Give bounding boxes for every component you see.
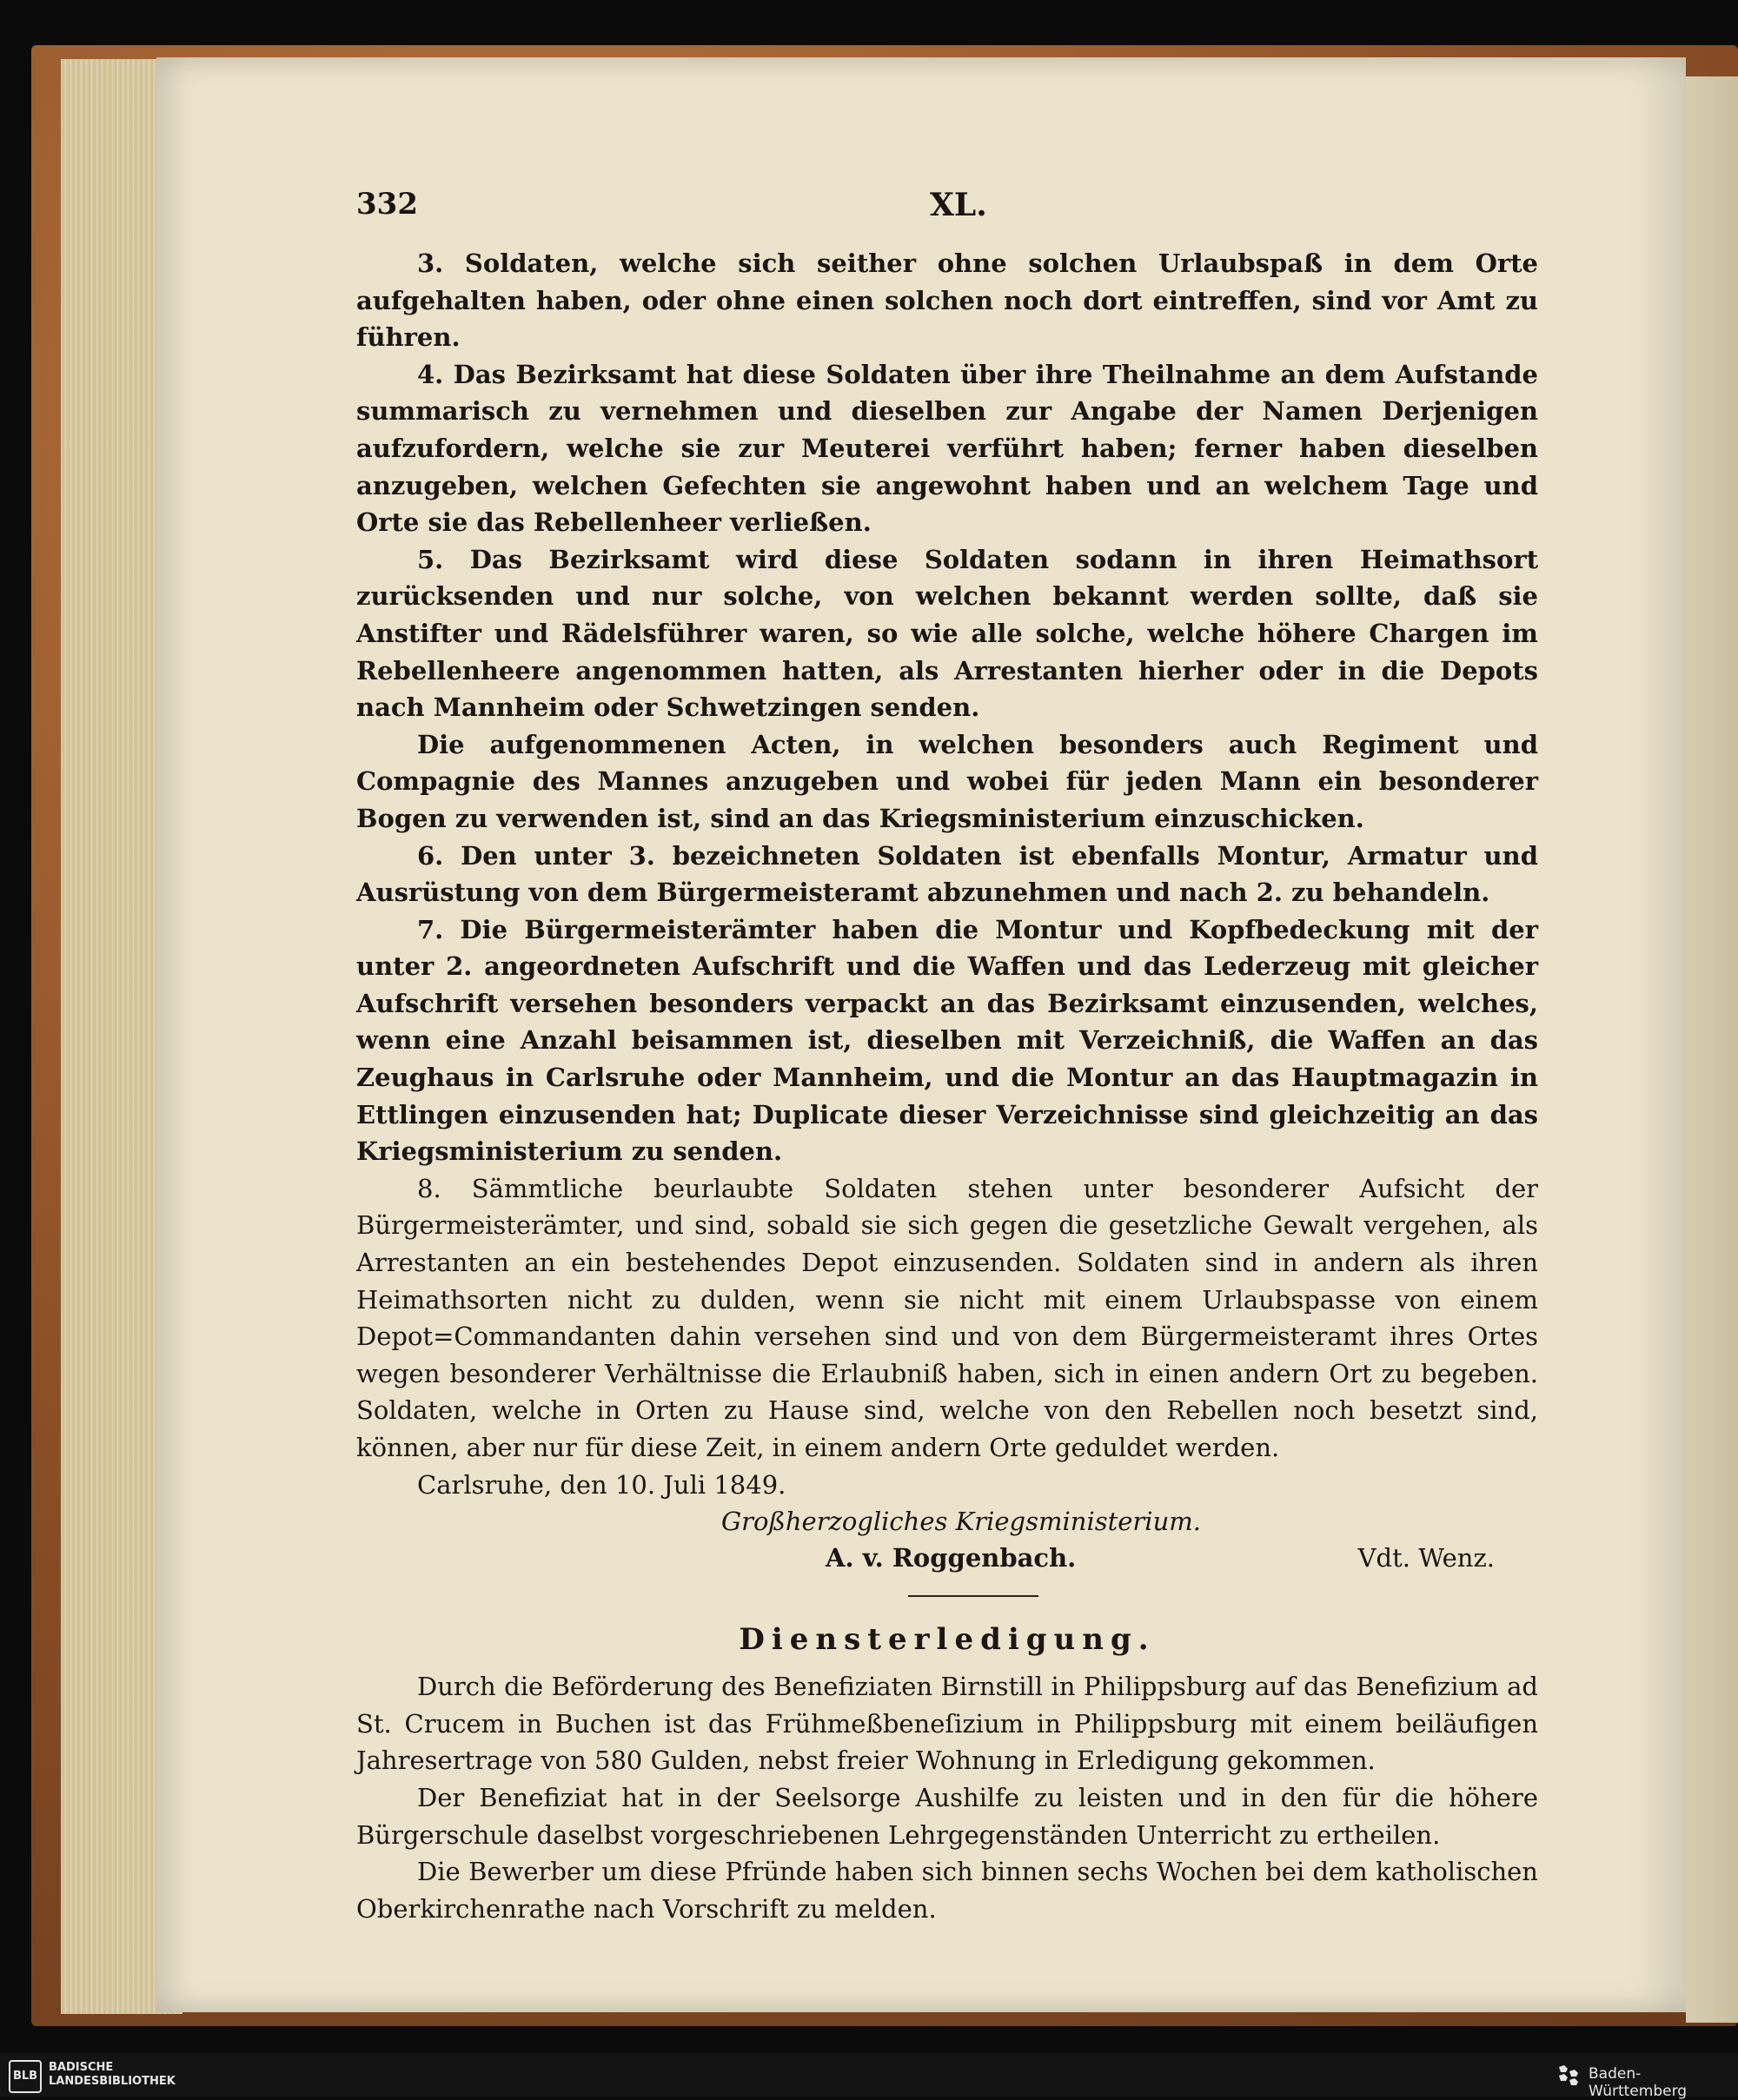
next-page-edge bbox=[1686, 76, 1738, 2023]
section-number: XL. bbox=[930, 187, 987, 223]
paragraph-5: 5. Das Bezirksamt wird diese Soldaten sodann in ihren Heimathsort zurücksenden und nur solche, von welchen bekannt werden sollte, daß sie Anstifter und Rädelsführer waren, so wie alle solche, welche höhere Chargen im Rebellenheere angenommen hatten, als Arrestanten hierher oder in die Depots nach Mannheim oder Schwetzingen senden. bbox=[356, 544, 1538, 723]
state-lion-icon bbox=[1556, 2062, 1582, 2088]
library-line-2: LANDESBIBLIOTHEK bbox=[49, 2075, 176, 2088]
section-heading: Diensterledigung. bbox=[739, 1622, 1156, 1658]
paragraph-6: 6. Den unter 3. bezeichneten Soldaten ist ebenfalls Montur, Armatur und Ausrüstung von dem Bürgermeisteramt abzunehmen und nach 2. zu behandeln. bbox=[356, 840, 1538, 908]
paragraph-8: 8. Sämmtliche beurlaubte Soldaten stehen unter besonderer Aufsicht der Bürgermeisterämter, und sind, sobald sie sich gegen die gesetzliche Gewalt vergehen, als Arrestanten an ein bestehendes Depot einzusenden. Soldaten sind in andern als ihren Heimathsorten nicht zu dulden, wenn sie nicht mit einem Urlaubspasse von einem Depot=Commandanten dahin versehen sind und von dem Bürgermeisteramt ihres Ortes wegen besonderer Verhältnisse die Erlaubniß haben, sich in einen andern Ort zu begeben. Soldaten, welche in Orten zu Hause sind, welche von den Rebellen noch besetzt sind, können, aber nur für diese Zeit, in einem andern Orte geduldet werden. bbox=[356, 1173, 1538, 1462]
page-number: 332 bbox=[356, 187, 418, 222]
vacancy-paragraph-3: Die Bewerber um diese Pfründe haben sich binnen sechs Wochen bei dem katholischen Oberkirchenrathe nach Vorschrift zu melden. bbox=[356, 1857, 1538, 1924]
section-divider bbox=[908, 1595, 1038, 1597]
state-name[interactable]: Baden-Württemberg bbox=[1589, 2065, 1688, 2100]
ministry-name: Großherzogliches Kriegsministerium. bbox=[721, 1507, 1201, 1537]
vacancy-paragraph-2: Der Benefiziat hat in der Seelsorge Aushilfe zu leisten und in den für die höhere Bürgerschule daselbst vorgeschriebenen Lehrgegenständen Unterricht zu ertheilen. bbox=[356, 1782, 1538, 1850]
paragraph-4: 4. Das Bezirksamt hat diese Soldaten über ihre Theilnahme an dem Aufstande summarisch zu vernehmen und dieselben zur Angabe der Namen Derjenigen aufzufordern, welche sie zur Meuterei verführt haben; ferner haben dieselben anzugeben, welchen Gefechten sie angewohnt haben und an welchem Tage und Orte sie das Rebellenheer verließen. bbox=[356, 359, 1538, 538]
page-header bbox=[356, 187, 1538, 230]
main-text bbox=[356, 245, 1538, 1927]
paragraph-3: 3. Soldaten, welche sich seither ohne solchen Urlaubspaß in dem Orte aufgehalten haben, oder ohne einen solchen noch dort eintreffen, sind vor Amt zu führen. bbox=[356, 248, 1538, 353]
signature-block bbox=[356, 1503, 1538, 1614]
paragraph-acts: Die aufgenommenen Acten, in welchen besonders auch Regiment und Compagnie des Mannes anzugeben und wobei für jeden Mann ein besonderer Bogen zu verwenden ist, sind an das Kriegsministerium einzuschicken. bbox=[356, 729, 1538, 833]
place-date: Carlsruhe, den 10. Juli 1849. bbox=[417, 1469, 786, 1500]
vacancy-paragraph-1: Durch die Beförderung des Benefiziaten Birnstill in Philippsburg auf das Benefizium ad St. Crucem in Buchen ist das Frühmeßbeneſizium in Philippsburg mit einem beiläufigen Jahresertrage von 580 Gulden, nebst freier Wohnung in Erledigung gekommen. bbox=[356, 1672, 1538, 1776]
library-name bbox=[49, 2061, 176, 2089]
library-line-1: BADISCHE bbox=[49, 2061, 114, 2074]
footer-bar bbox=[0, 2053, 1738, 2100]
signer-name: A. v. Roggenbach. bbox=[826, 1543, 1077, 1573]
paragraph-7: 7. Die Bürgermeisterämter haben die Montur und Kopfbedeckung mit der unter 2. angeordneten Aufschrift und die Waffen und das Lederzeug mit gleicher Aufschrift versehen besonders verpackt an das Bezirksamt einzusenden, welches, wenn eine Anzahl beisammen ist, dieselben mit Verzeichniß, die Waffen an das Zeughaus in Carlsruhe oder Mannheim, und die Montur an das Hauptmagazin in Ettlingen einzusenden hat; Duplicate dieser Verzeichnisse sind gleichzeitig an das Kriegsministerium zu senden. bbox=[356, 914, 1538, 1167]
countersignature: Vdt. Wenz. bbox=[1357, 1543, 1495, 1573]
blb-logo[interactable]: BLB bbox=[9, 2060, 42, 2093]
